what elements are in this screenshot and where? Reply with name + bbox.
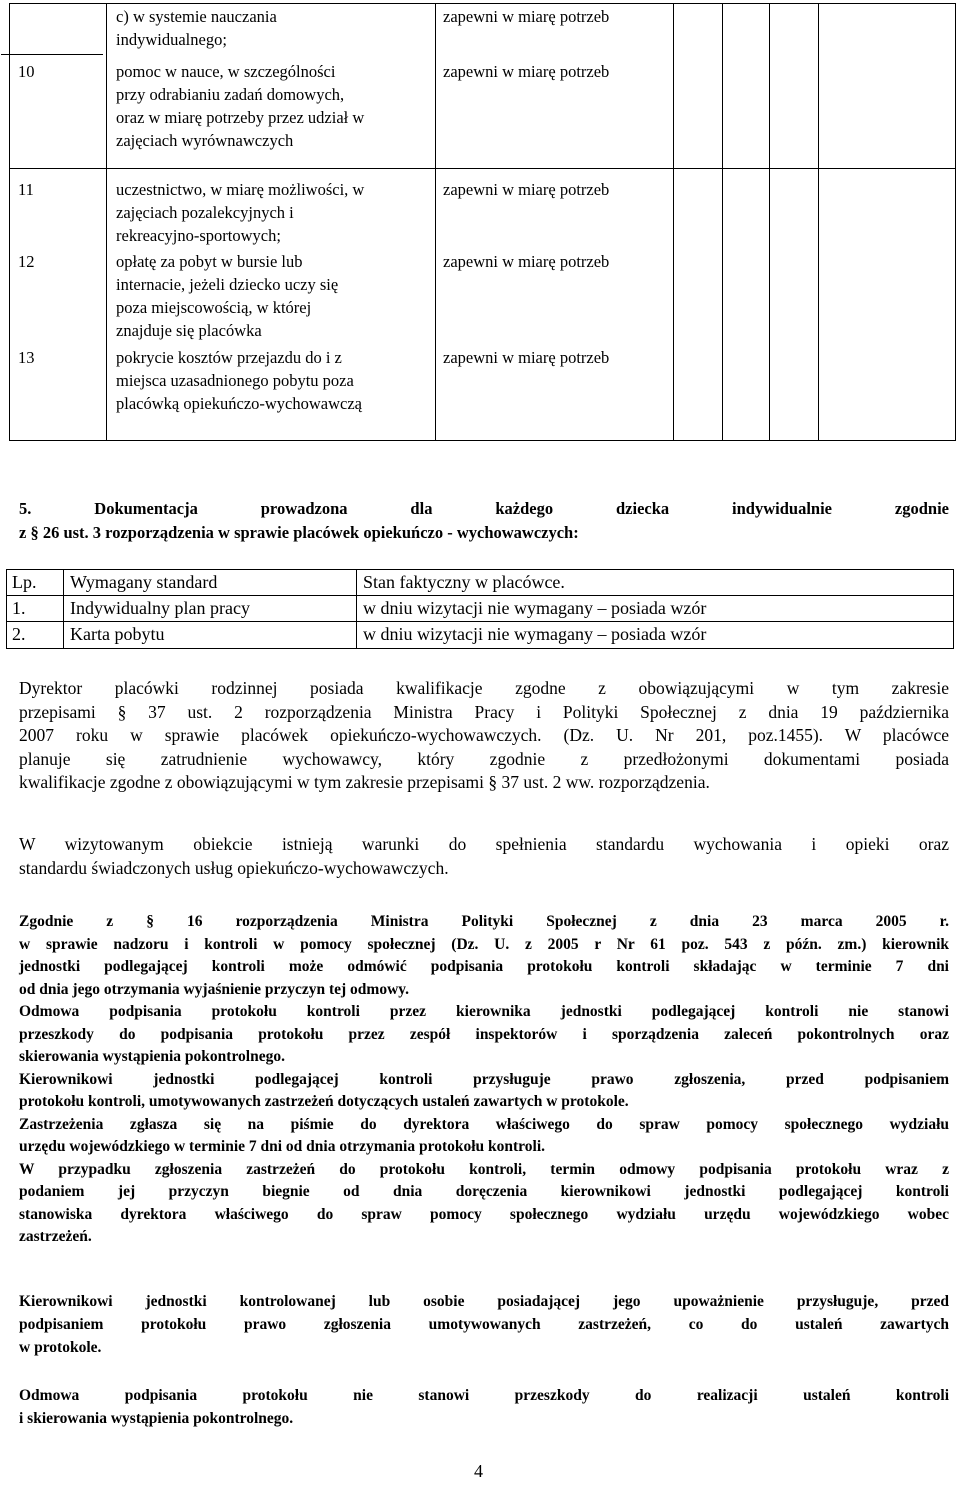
paragraph-line: Zastrzeżenia zgłasza się na piśmie do dyrektora właściwego do spraw pomocy społecznego wydziału [19,1115,949,1133]
row-description-line: c) w systemie nauczania [116,7,277,26]
table-row [6,621,954,647]
paragraph-line: urzędu wojewódzkiego w terminie 7 dni od dnia otrzymania protokołu kontroli. [19,1138,546,1155]
legal-notice-3 [19,1384,949,1430]
row-description-line: zajęciach wyrównawczych [116,131,294,150]
table-divider [106,4,107,440]
paragraph-line: od dnia jego otrzymania wyjaśnienie przyczyn tej odmowy. [19,980,410,998]
paragraph-line: Odmowa podpisania protokołu nie stanowi przeszkody do realizacji ustaleń kontroli [19,1387,949,1404]
legal-notice [19,911,949,1249]
table-row [6,595,954,621]
row-description-line: oraz w miarę potrzeby przez udział w [116,108,365,127]
table-divider [722,4,723,440]
page-number: 4 [474,1461,483,1481]
row-description-line: poza miejscowością, w której [116,298,312,317]
row-description-line: indywidualnego; [116,30,227,49]
paragraph-line: skierowania wystąpienia pokontrolnego. [19,1048,285,1065]
row-standard: Indywidualny plan pracy [70,598,250,618]
row-lp: 1. [12,598,26,618]
paragraph-dyrektor [19,677,949,795]
paragraph-line: przepisami § 37 ust. 2 rozporządzenia Ministra Pracy i Polityki Społecznej z dnia 19 października [19,701,949,722]
table-divider [818,4,819,440]
paragraph-line: zastrzeżeń. [19,1228,92,1245]
row-status: zapewni w miarę potrzeb [443,62,610,81]
row-stan: w dniu wizytacji nie wymagany – posiada wzór [363,598,707,618]
heading-line: 5. Dokumentacja prowadzona dla każdego dziecka indywidualnie zgodnie [19,499,949,518]
row-description-line: przy odrabianiu zadań domowych, [116,85,345,104]
row-number: 13 [18,348,35,367]
paragraph-line: przeszkody do podpisania protokołu przez zespół inspektorów i sporządzenia zaleceń pokontrolnych oraz [19,1025,949,1043]
table-divider [435,4,436,440]
paragraph-line: planuje się zatrudnienie wychowawcy, który zgodnie z przedłożonymi dokumentami posiada [19,748,949,769]
row-standard: Karta pobytu [70,624,165,644]
paragraph-line: Kierownikowi jednostki kontrolowanej lub osobie posiadającej jego upoważnienie przysługuje, przed [19,1293,949,1310]
paragraph-line: W wizytowanym obiekcie istnieją warunki do spełnienia standardu wychowania i opieki oraz [19,834,949,854]
header-stan: Stan faktyczny w placówce. [363,572,565,592]
row-description-line: uczestnictwo, w miarę możliwości, w [116,180,365,199]
documentation-table [6,569,954,649]
header-lp: Lp. [12,572,37,592]
paragraph-line: standardu świadczonych usług opiekuńczo-wychowawczych. [19,857,449,878]
row-stan: w dniu wizytacji nie wymagany – posiada wzór [363,624,707,644]
paragraph-line: protokołu kontroli, umotywowanych zastrzeżeń dotyczących ustaleń zawartych w protokole. [19,1093,629,1110]
row-description-line: rekreacyjno-sportowych; [116,226,281,245]
paragraph-line: 2007 roku w sprawie placówek opiekuńczo-wychowawczych. (Dz. U. Nr 201, poz.1455). W placówce [19,725,949,745]
heading-line: z § 26 ust. 3 rozporządzenia w sprawie placówek opiekuńczo - wychowawczych: [19,523,579,542]
paragraph-line: w protokole. [19,1339,102,1356]
row-description-line: znajduje się placówka [116,321,262,340]
table-divider [673,4,674,440]
paragraph-line: W przypadku zgłoszenia zastrzeżeń do protokołu kontroli, termin odmowy podpisania protokołu wraz z [19,1160,949,1178]
legal-notice-2 [19,1290,949,1359]
table-divider [769,4,770,440]
row-description-line: zajęciach pozalekcyjnych i [116,203,294,222]
row-status: zapewni w miarę potrzeb [443,180,610,199]
row-lp: 2. [12,624,26,644]
table-header-row [6,569,954,595]
paragraph-line: Zgodnie z § 16 rozporządzenia Ministra Polityki Społecznej z dnia 23 marca 2005 r. [19,913,949,930]
row-description-line: internacie, jeżeli dziecko uczy się [116,275,339,294]
row-description-line: placówką opiekuńczo-wychowawczą [116,394,363,413]
row-status: zapewni w miarę potrzeb [443,7,610,26]
row-status: zapewni w miarę potrzeb [443,348,610,367]
paragraph-line: stanowiska dyrektora właściwego do spraw pomocy społecznego wydziału urzędu wojewódzkiego wobec [19,1205,949,1223]
paragraph-line: jednostki podlegającej kontroli może odmówić podpisania protokołu kontroli składając w terminie 7 dni [19,958,949,975]
table-divider [10,168,955,169]
row-status: zapewni w miarę potrzeb [443,252,610,271]
paragraph-line: podpisaniem protokołu prawo zgłoszenia umotywowanych zastrzeżeń, co do ustaleń zawartych [19,1316,949,1333]
paragraph-line: w sprawie nadzoru i kontroli w pomocy społecznej (Dz. U. z 2005 r Nr 61 poz. 543 z późn. zm.) kierownik [19,935,949,953]
row-number: 12 [18,252,35,271]
row-description-line: pomoc w nauce, w szczególności [116,62,336,81]
section-5-heading [19,497,949,545]
table-divider [1,54,103,55]
paragraph-line: i skierowania wystąpienia pokontrolnego. [19,1410,294,1427]
paragraph-line: kwalifikacje zgodne z obowiązującymi w tym zakresie przepisami § 37 ust. 2 ww. rozporządzenia. [19,772,710,792]
row-number: 10 [18,62,35,81]
row-number: 11 [18,180,34,199]
paragraph-line: podaniem jej przyczyn biegnie od dnia doręczenia kierownikowi jednostki podlegającej kontroli [19,1183,949,1200]
paragraph-line: Kierownikowi jednostki podlegającej kontroli przysługuje prawo zgłoszenia, przed podpisaniem [19,1070,949,1088]
paragraph-line: Odmowa podpisania protokołu kontroli przez kierownika jednostki podlegającej kontroli nie stanowi [19,1003,949,1020]
row-description-line: pokrycie kosztów przejazdu do i z [116,348,342,367]
paragraph-wizytowany [19,833,949,880]
row-description-line: miejsca uzasadnionego pobytu poza [116,371,354,390]
row-description-line: opłatę za pobyt w bursie lub [116,252,303,271]
header-standard: Wymagany standard [70,572,218,592]
paragraph-line: Dyrektor placówki rodzinnej posiada kwalifikacje zgodne z obowiązującymi w tym zakresie [19,678,949,698]
